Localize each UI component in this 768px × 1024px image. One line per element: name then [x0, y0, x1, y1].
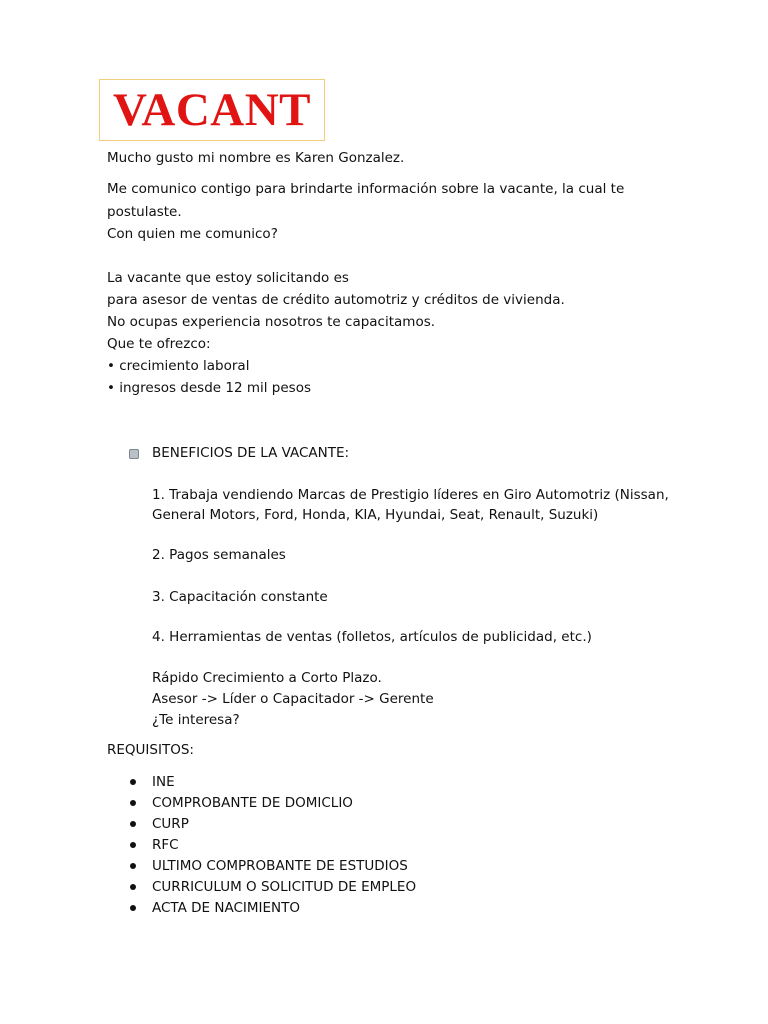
bullet-icon [130, 863, 136, 869]
intro-line: Me comunico contigo para brindarte información sobre la vacante, la cual te [107, 181, 625, 197]
bullet-icon [130, 800, 136, 806]
requirement-item: CURRICULUM O SOLICITUD DE EMPLEO [152, 879, 417, 895]
intro-line: Que te ofrezco: [107, 336, 211, 352]
intro-line: para asesor de ventas de crédito automotriz y créditos de vivienda. [107, 292, 565, 308]
benefit-line: 3. Capacitación constante [152, 589, 328, 605]
benefit-line: Rápido Crecimiento a Corto Plazo. [152, 670, 382, 686]
square-bullet-icon [129, 449, 139, 459]
benefit-line: 2. Pagos semanales [152, 547, 286, 563]
requirement-item: COMPROBANTE DE DOMICLIO [152, 795, 353, 811]
intro-line: Con quien me comunico? [107, 226, 278, 242]
requirements-heading: REQUISITOS: [107, 742, 194, 758]
benefit-line: Asesor -> Líder o Capacitador -> Gerente [152, 691, 434, 707]
requirement-item: INE [152, 774, 175, 790]
benefit-line: ¿Te interesa? [152, 712, 240, 728]
bullet-icon [130, 821, 136, 827]
benefit-line: 4. Herramientas de ventas (folletos, artículos de publicidad, etc.) [152, 629, 592, 645]
title-box [99, 79, 325, 141]
bullet-icon [130, 779, 136, 785]
document-title: VACANT [113, 84, 311, 136]
intro-line: No ocupas experiencia nosotros te capacitamos. [107, 314, 436, 330]
benefits-heading: BENEFICIOS DE LA VACANTE: [152, 445, 350, 461]
benefit-line: General Motors, Ford, Honda, KIA, Hyundai, Seat, Renault, Suzuki) [152, 507, 599, 523]
intro-line: Mucho gusto mi nombre es Karen Gonzalez. [107, 150, 405, 166]
bullet-icon [130, 905, 136, 911]
benefit-line: 1. Trabaja vendiendo Marcas de Prestigio líderes en Giro Automotriz (Nissan, [152, 487, 669, 503]
bullet-icon [130, 842, 136, 848]
requirement-item: RFC [152, 837, 179, 853]
offer-item: • ingresos desde 12 mil pesos [107, 380, 311, 396]
requirement-item: ACTA DE NACIMIENTO [152, 900, 300, 916]
bullet-icon [130, 884, 136, 890]
offer-item: • crecimiento laboral [107, 358, 250, 374]
requirement-item: ULTIMO COMPROBANTE DE ESTUDIOS [152, 858, 408, 874]
intro-line: postulaste. [107, 204, 182, 220]
intro-line: La vacante que estoy solicitando es [107, 270, 349, 286]
requirement-item: CURP [152, 816, 189, 832]
